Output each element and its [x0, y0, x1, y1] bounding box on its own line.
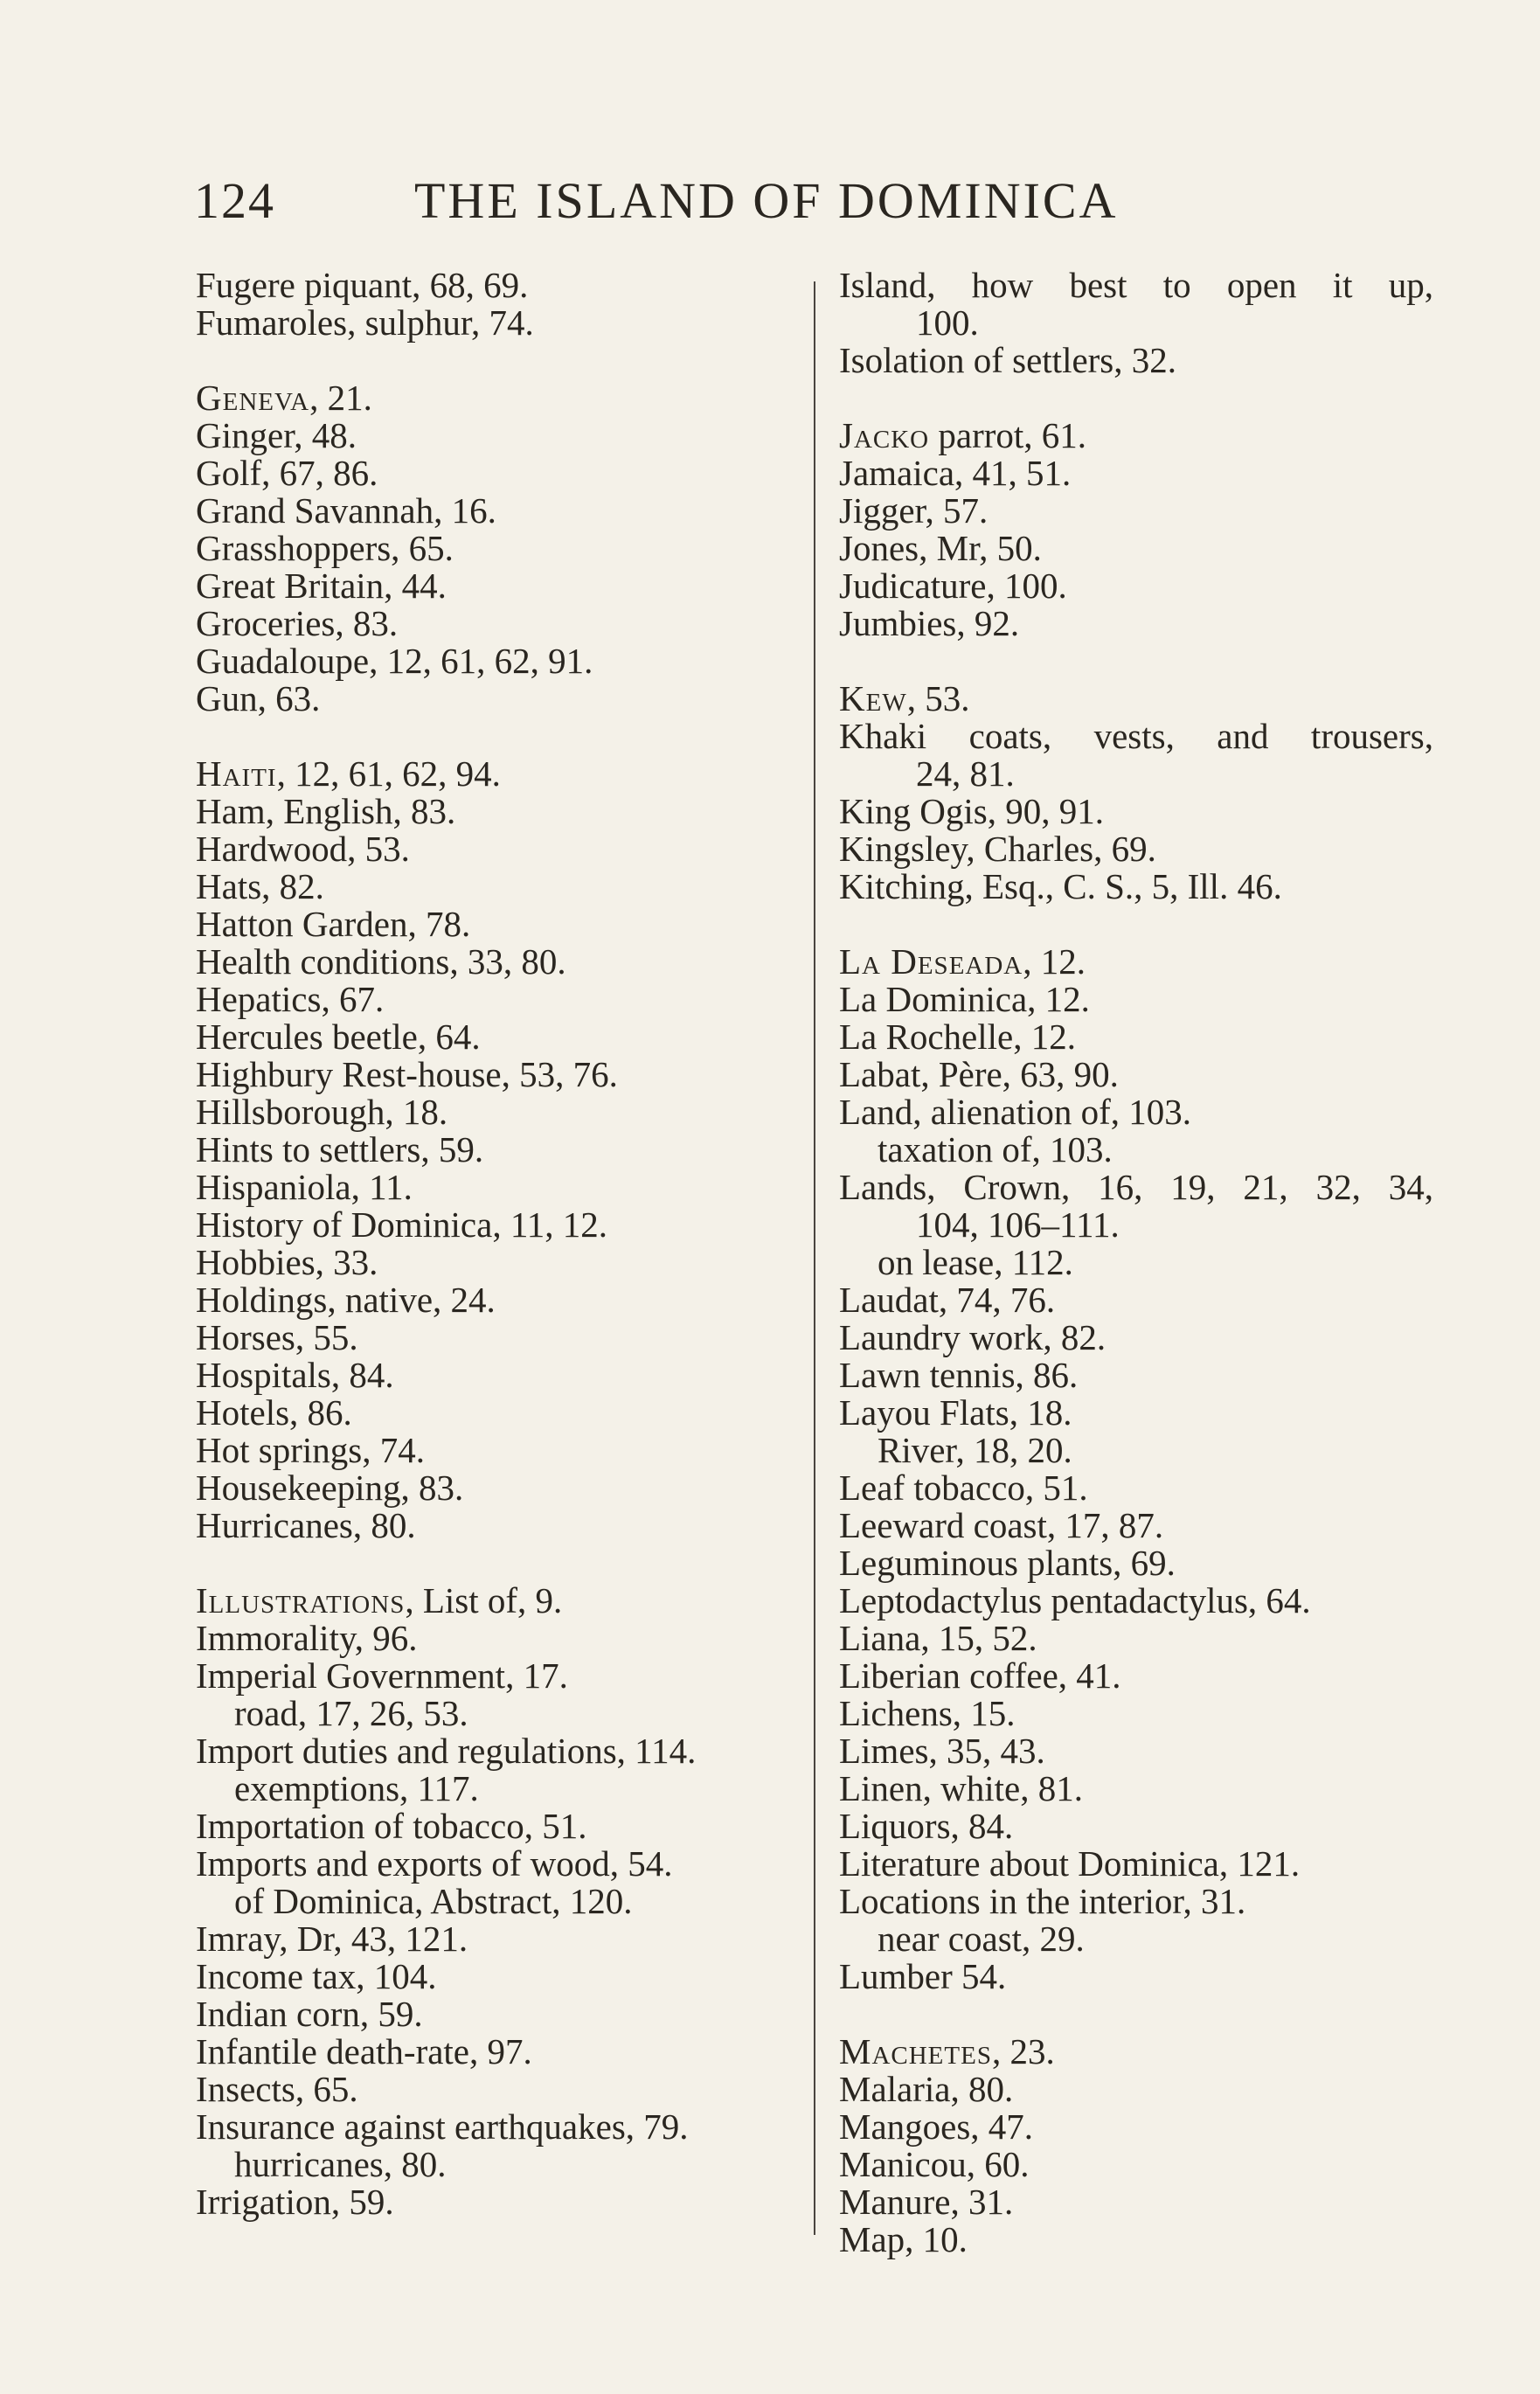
lead-word: Geneva [196, 378, 310, 418]
index-entry: Grasshoppers, 65. [196, 528, 454, 568]
index-entry: Jigger, 57. [839, 490, 989, 531]
lead-word: Machetes [839, 2031, 992, 2071]
index-entry: Hospitals, 84. [196, 1355, 394, 1395]
index-entry: Hispaniola, 11. [196, 1167, 413, 1207]
index-subentry: exemptions, 117. [234, 1768, 479, 1808]
index-entry-continuation: 104, 106–111. [916, 1204, 1120, 1245]
index-entry: Map, 10. [839, 2219, 968, 2259]
index-entry: Income tax, 104. [196, 1956, 437, 1996]
index-group-f [196, 267, 755, 342]
index-entry: Health conditions, 33, 80. [196, 941, 566, 982]
index-entry: Indian corn, 59. [196, 1994, 423, 2034]
index-entry: Golf, 67, 86. [196, 453, 378, 493]
index-subentry: on lease, 112. [878, 1242, 1073, 1282]
right-index-column [839, 267, 1433, 2296]
index-entry: Hillsborough, 18. [196, 1092, 448, 1132]
index-entry: Insects, 65. [196, 2069, 358, 2109]
index-entry: La Dominica, 12. [839, 979, 1090, 1019]
index-entry: Lands, Crown, 16, 19, 21, 32, 34, [839, 1167, 1433, 1207]
index-entry-continuation: 24, 81. [916, 753, 1015, 794]
index-entry: Island, how best to open it up, [839, 265, 1433, 305]
index-entry: History of Dominica, 11, 12. [196, 1204, 608, 1245]
index-entry: Insurance against earthquakes, 79. [196, 2106, 689, 2147]
index-entry: Grand Savannah, 16. [196, 490, 496, 531]
index-entry: Malaria, 80. [839, 2069, 1014, 2109]
index-entry: Importation of tobacco, 51. [196, 1806, 587, 1846]
index-subentry: near coast, 29. [878, 1919, 1085, 1959]
lead-rest: , 23. [991, 2031, 1055, 2071]
index-entry: Leeward coast, 17, 87. [839, 1505, 1164, 1545]
index-entry: Hot springs, 74. [196, 1430, 425, 1470]
index-entry: Housekeeping, 83. [196, 1468, 464, 1508]
lead-rest: parrot, 61. [929, 415, 1087, 455]
index-entry: Hardwood, 53. [196, 829, 410, 869]
lead-word: Haiti [196, 753, 277, 794]
index-entry: Judicature, 100. [839, 566, 1067, 606]
index-entry: Holdings, native, 24. [196, 1280, 496, 1320]
index-group-i [196, 1582, 755, 2221]
index-group-h [196, 755, 755, 1544]
index-subentry: River, 18, 20. [878, 1430, 1072, 1470]
index-entry: Gun, 63. [196, 678, 321, 718]
index-entry-lead [839, 943, 1433, 981]
index-entry: La Rochelle, 12. [839, 1017, 1076, 1057]
index-entry: Khaki coats, vests, and trousers, [839, 716, 1433, 756]
index-entry: Liquors, 84. [839, 1806, 1014, 1846]
lead-rest: , 21. [309, 378, 372, 418]
index-entry: Labat, Père, 63, 90. [839, 1054, 1119, 1094]
index-entry: Lichens, 15. [839, 1693, 1016, 1733]
index-entry-lead [839, 417, 1433, 455]
index-entry: Hats, 82. [196, 866, 324, 906]
index-entry: Leaf tobacco, 51. [839, 1468, 1088, 1508]
index-entry: Imperial Government, 17. [196, 1655, 568, 1696]
index-entry-lead [196, 379, 755, 417]
index-entry: Immorality, 96. [196, 1618, 418, 1658]
index-entry: Literature about Dominica, 121. [839, 1843, 1301, 1884]
index-entry: Liana, 15, 52. [839, 1618, 1037, 1658]
index-entry: Fugere piquant, 68, 69. [196, 265, 529, 305]
index-subentry: taxation of, 103. [878, 1129, 1113, 1169]
index-entry: Hercules beetle, 64. [196, 1017, 481, 1057]
lead-word: Illustrations [196, 1580, 406, 1620]
index-entry: Jamaica, 41, 51. [839, 453, 1072, 493]
index-entry: Imray, Dr, 43, 121. [196, 1919, 468, 1959]
index-subentry: hurricanes, 80. [234, 2144, 447, 2184]
running-title: THE ISLAND OF DOMINICA [414, 172, 1119, 229]
index-entry: King Ogis, 90, 91. [839, 791, 1104, 831]
index-entry: Fumaroles, sulphur, 74. [196, 302, 534, 343]
index-entry: Kingsley, Charles, 69. [839, 829, 1156, 869]
index-entry: Laundry work, 82. [839, 1317, 1106, 1357]
index-entry: Hurricanes, 80. [196, 1505, 416, 1545]
index-entry: Highbury Rest-house, 53, 76. [196, 1054, 618, 1094]
index-entry: Ginger, 48. [196, 415, 357, 455]
lead-rest: , List of, 9. [405, 1580, 563, 1620]
index-entry: Hatton Garden, 78. [196, 904, 471, 944]
index-entry: Manicou, 60. [839, 2144, 1030, 2184]
index-group-l [839, 943, 1433, 1995]
lead-rest: , 12. [1023, 941, 1086, 982]
index-entry: Lumber 54. [839, 1956, 1007, 1996]
left-index-column [196, 267, 755, 2259]
index-entry: Hints to settlers, 59. [196, 1129, 484, 1169]
index-entry: Layou Flats, 18. [839, 1392, 1072, 1433]
index-entry: Leguminous plants, 69. [839, 1543, 1176, 1583]
index-entry: Great Britain, 44. [196, 566, 447, 606]
index-group-island [839, 267, 1433, 379]
index-entry: Imports and exports of wood, 54. [196, 1843, 673, 1884]
index-entry: Laudat, 74, 76. [839, 1280, 1056, 1320]
index-entry: Import duties and regulations, 114. [196, 1731, 697, 1771]
index-entry: Linen, white, 81. [839, 1768, 1083, 1808]
index-entry: Hobbies, 33. [196, 1242, 378, 1282]
index-entry-continuation: 100. [916, 302, 979, 343]
lead-word: La Deseada [839, 941, 1023, 982]
index-entry-lead [839, 2033, 1433, 2071]
index-entry: Hotels, 86. [196, 1392, 352, 1433]
lead-rest: , 12, 61, 62, 94. [276, 753, 501, 794]
index-entry: Leptodactylus pentadactylus, 64. [839, 1580, 1311, 1620]
index-group-k [839, 680, 1433, 906]
index-entry: Kitching, Esq., C. S., 5, Ill. 46. [839, 866, 1282, 906]
index-entry: Hepatics, 67. [196, 979, 385, 1019]
index-entry: Lawn tennis, 86. [839, 1355, 1079, 1395]
index-entry: Jones, Mr, 50. [839, 528, 1042, 568]
index-entry-lead [196, 1582, 755, 1620]
column-divider [814, 281, 815, 2235]
index-entry: Groceries, 83. [196, 603, 399, 643]
index-group-g [196, 379, 755, 718]
lead-word: Kew [839, 678, 907, 718]
index-group-m [839, 2033, 1433, 2259]
index-entry: Jumbies, 92. [839, 603, 1020, 643]
index-entry: Locations in the interior, 31. [839, 1881, 1246, 1921]
index-entry: Isolation of settlers, 32. [839, 340, 1177, 380]
index-subentry: of Dominica, Abstract, 120. [234, 1881, 633, 1921]
page-number: 124 [194, 172, 275, 229]
index-entry: Mangoes, 47. [839, 2106, 1034, 2147]
index-entry: Guadaloupe, 12, 61, 62, 91. [196, 641, 593, 681]
index-entry: Ham, English, 83. [196, 791, 456, 831]
page-header [194, 166, 1225, 236]
index-entry: Irrigation, 59. [196, 2182, 394, 2222]
index-subentry: road, 17, 26, 53. [234, 1693, 468, 1733]
index-entry: Limes, 35, 43. [839, 1731, 1045, 1771]
index-entry: Manure, 31. [839, 2182, 1014, 2222]
lead-rest: , 53. [906, 678, 970, 718]
index-entry: Infantile death-rate, 97. [196, 2031, 532, 2071]
index-entry: Land, alienation of, 103. [839, 1092, 1192, 1132]
index-entry: Liberian coffee, 41. [839, 1655, 1121, 1696]
index-entry: Horses, 55. [196, 1317, 358, 1357]
index-entry-lead [839, 680, 1433, 718]
lead-word: Jacko [839, 415, 930, 455]
index-group-j [839, 417, 1433, 642]
index-entry-lead [196, 755, 755, 793]
